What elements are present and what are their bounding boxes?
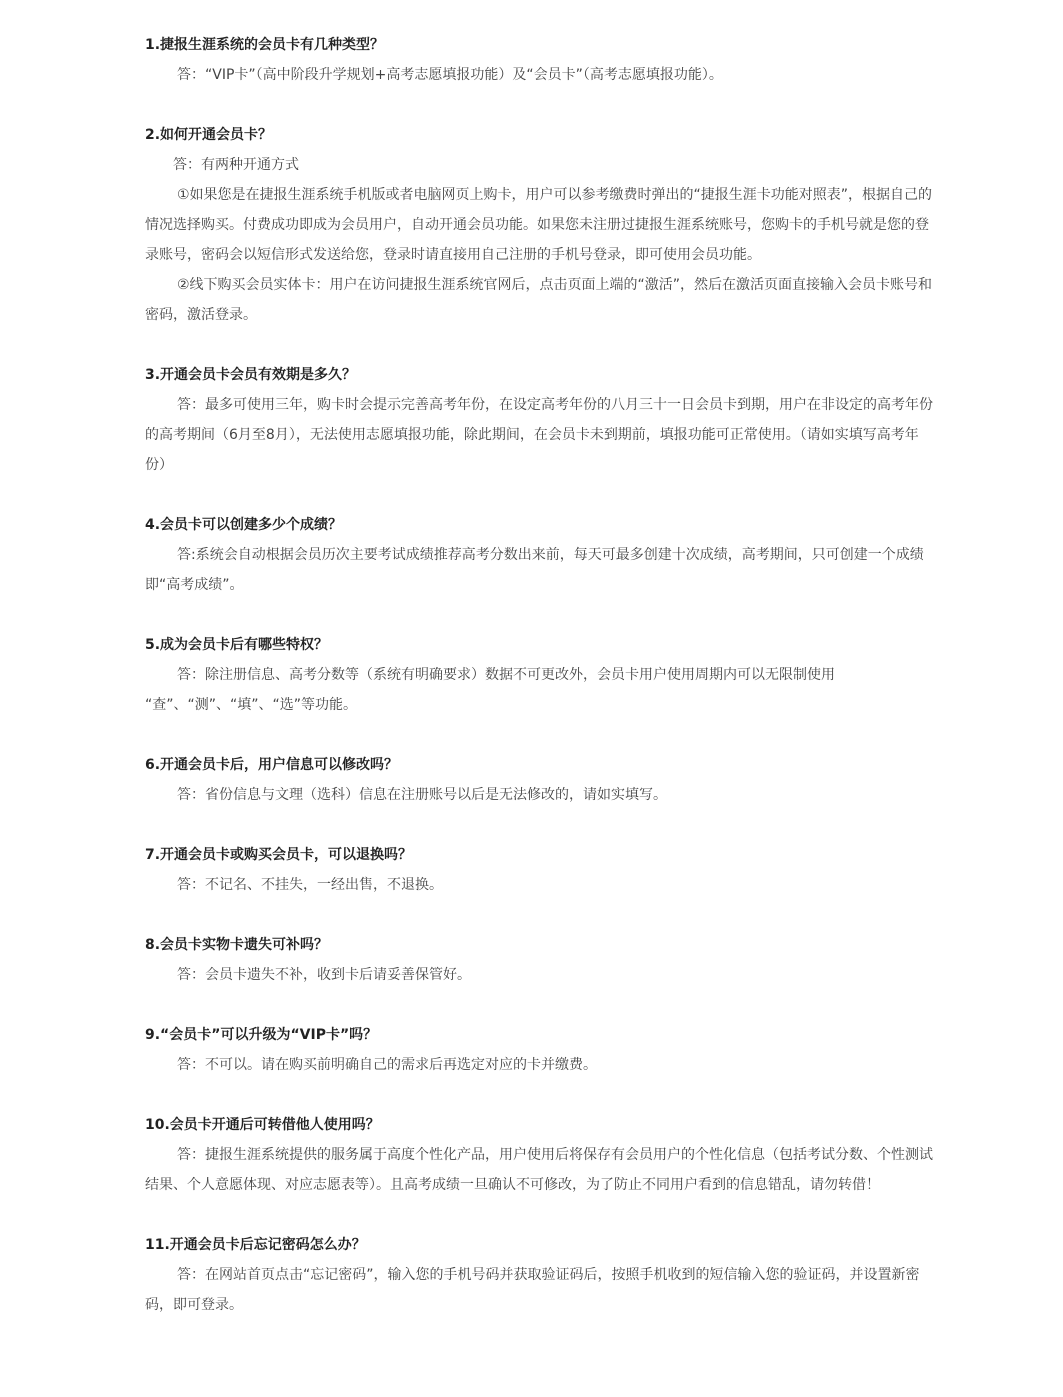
faq-answer: 答：省份信息与文理（选科）信息在注册账号以后是无法修改的，请如实填写。	[177, 787, 667, 803]
faq-question: 10.会员卡开通后可转借他人使用吗？	[145, 1117, 380, 1133]
faq-question: 9.“会员卡”可以升级为“VIP卡”吗？	[145, 1027, 378, 1043]
faq-answer: 答：最多可使用三年，购卡时会提示完善高考年份，在设定高考年份的八月三十一日会员卡到期，用户在非设定的高考年份的高考期间（6月至8月），无法使用志愿填报功能，除此期间，在会员卡未到期前，填报功能可正常使用。（请如实填写高考年份）	[145, 397, 933, 473]
spacer	[145, 990, 935, 1020]
faq-item-10	[145, 1110, 935, 1200]
faq-item-5	[145, 630, 935, 720]
faq-answer: 答：“VIP卡”（高中阶段升学规划+高考志愿填报功能）及“会员卡”（高考志愿填报功能）。	[177, 67, 723, 83]
faq-item-9	[145, 1020, 935, 1080]
faq-question: 5.成为会员卡后有哪些特权？	[145, 637, 329, 653]
faq-item-1	[145, 30, 935, 90]
spacer	[145, 330, 935, 360]
faq-answer: 答：在网站首页点击“忘记密码”，输入您的手机号码并获取验证码后，按照手机收到的短信输入您的验证码，并设置新密码，即可登录。	[145, 1267, 920, 1313]
faq-answer-continued: “查”、“测”、“填”、“选”等功能。	[145, 697, 358, 713]
faq-answer: 答：捷报生涯系统提供的服务属于高度个性化产品，用户使用后将保存有会员用户的个性化信息（包括考试分数、个性测试结果、个人意愿体现、对应志愿表等）。且高考成绩一旦确认不可修改，为了防止不同用户看到的信息错乱，请勿转借！	[145, 1147, 933, 1193]
faq-question: 2.如何开通会员卡？	[145, 127, 273, 143]
faq-answer: 答：会员卡遗失不补，收到卡后请妥善保管好。	[177, 967, 471, 983]
faq-question: 3.开通会员卡会员有效期是多久？	[145, 367, 357, 383]
spacer	[145, 810, 935, 840]
spacer	[145, 900, 935, 930]
faq-question: 7.开通会员卡或购买会员卡，可以退换吗？	[145, 847, 413, 863]
spacer	[145, 480, 935, 510]
spacer	[145, 1200, 935, 1230]
faq-question: 1.捷报生涯系统的会员卡有几种类型？	[145, 37, 385, 53]
faq-item-4	[145, 510, 935, 600]
faq-answer-option-2: ②线下购买会员实体卡：用户在访问捷报生涯系统官网后，点击页面上端的“激活”，然后在激活页面直接输入会员卡账号和密码，激活登录。	[145, 277, 933, 323]
faq-answer: 答：有两种开通方式	[173, 157, 299, 173]
spacer	[145, 600, 935, 630]
faq-item-6	[145, 750, 935, 810]
faq-answer: 答：不记名、不挂失，一经出售，不退换。	[177, 877, 443, 893]
faq-item-3	[145, 360, 935, 480]
faq-item-2	[145, 120, 935, 330]
faq-item-8	[145, 930, 935, 990]
faq-item-7	[145, 840, 935, 900]
faq-question: 4.会员卡可以创建多少个成绩？	[145, 517, 343, 533]
faq-question: 8.会员卡实物卡遗失可补吗？	[145, 937, 329, 953]
faq-question: 11.开通会员卡后忘记密码怎么办？	[145, 1237, 366, 1253]
spacer	[145, 720, 935, 750]
faq-answer: 答：不可以。请在购买前明确自己的需求后再选定对应的卡并缴费。	[177, 1057, 597, 1073]
faq-document	[145, 30, 935, 1320]
spacer	[145, 1080, 935, 1110]
spacer	[145, 90, 935, 120]
faq-answer-option-1: ①如果您是在捷报生涯系统手机版或者电脑网页上购卡，用户可以参考缴费时弹出的“捷报生涯卡功能对照表”，根据自己的情况选择购买。付费成功即成为会员用户，自动开通会员功能。如果您未注册过捷报生涯系统账号，您购卡的手机号就是您的登录账号，密码会以短信形式发送给您，登录时请直接用自己注册的手机号登录，即可使用会员功能。	[145, 187, 933, 263]
faq-item-11	[145, 1230, 935, 1320]
faq-question: 6.开通会员卡后，用户信息可以修改吗？	[145, 757, 399, 773]
faq-answer: 答：除注册信息、高考分数等（系统有明确要求）数据不可更改外，会员卡用户使用周期内可以无限制使用	[177, 667, 835, 683]
faq-answer: 答:系统会自动根据会员历次主要考试成绩推荐高考分数出来前，每天可最多创建十次成绩，高考期间，只可创建一个成绩即“高考成绩”。	[145, 547, 924, 593]
